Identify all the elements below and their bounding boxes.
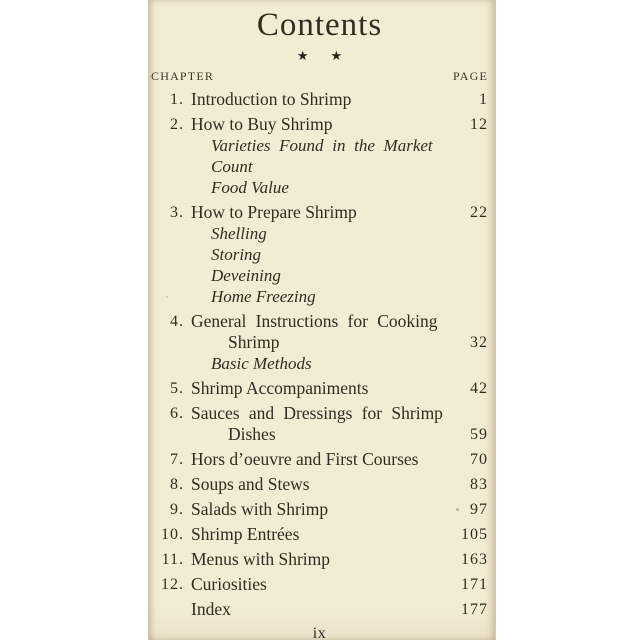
sub-item: Deveining: [211, 266, 281, 285]
chapter-title-line: Shrimp Accompaniments: [191, 378, 369, 398]
folio-page-number: ix: [312, 625, 327, 640]
star-decoration: [151, 49, 488, 63]
chapter-title: [191, 311, 444, 353]
toc-item-row: [151, 378, 488, 399]
page-content: [149, 0, 495, 640]
page-number: 42: [470, 380, 488, 397]
toc-item: [151, 378, 488, 399]
chapter-title: [191, 549, 444, 570]
table-of-contents: [151, 89, 488, 620]
page-number: 22: [470, 204, 488, 221]
page-number: 12: [470, 116, 488, 133]
sub-item: Basic Methods: [211, 354, 312, 373]
page-number: 1: [479, 91, 488, 108]
chapter-title: [191, 474, 444, 495]
chapter-title-line: Shrimp: [228, 332, 280, 352]
chapter-title: [191, 574, 444, 595]
page-number: 59: [470, 426, 488, 443]
page-number: 97: [470, 501, 488, 518]
page-number: 171: [461, 576, 488, 593]
chapter-title-line: Menus with Shrimp: [191, 549, 331, 569]
toc-item: [151, 549, 488, 570]
toc-item-row: [151, 311, 488, 353]
toc-item-row: [151, 549, 488, 570]
chapter-number: 7.: [170, 451, 184, 468]
column-headers: [151, 68, 488, 84]
toc-item-row: [151, 114, 488, 135]
toc-item-row: [151, 474, 488, 495]
sub-item: Count: [211, 157, 253, 176]
chapter-title: [191, 599, 444, 620]
star-icon: ★: [330, 48, 343, 63]
chapter-number: 4.: [170, 313, 184, 330]
chapter-number: 11.: [161, 551, 184, 568]
toc-item-row: [151, 499, 488, 520]
toc-item-row: [151, 449, 488, 470]
toc-item: [151, 499, 488, 520]
toc-item-row: [151, 202, 488, 223]
chapter-title-line: Soups and Stews: [191, 474, 310, 494]
chapter-number: 9.: [170, 501, 184, 518]
toc-item: [151, 524, 488, 545]
toc-item: [151, 574, 488, 595]
toc-item: [151, 89, 488, 110]
chapter-title-line: How to Prepare Shrimp: [191, 202, 357, 222]
chapter-title-line: General Instructions for Cooking: [191, 311, 438, 331]
page-number: 70: [470, 451, 488, 468]
page-number: 83: [470, 476, 488, 493]
toc-item: [151, 449, 488, 470]
chapter-title: [191, 499, 444, 520]
contents-title: Contents: [256, 7, 383, 43]
chapter-title-line: Dishes: [228, 424, 276, 444]
chapter-title: [191, 89, 444, 110]
toc-item: [151, 114, 488, 198]
chapter-title-line: Curiosities: [191, 574, 267, 594]
page-number: 32: [470, 334, 488, 351]
toc-item-row: [151, 524, 488, 545]
toc-item: [151, 202, 488, 307]
chapter-number: 8.: [170, 476, 184, 493]
chapter-number: 12.: [161, 576, 184, 593]
toc-item-row: [151, 599, 488, 620]
chapter-title: [191, 114, 444, 135]
chapter-title-line: Salads with Shrimp: [191, 499, 329, 519]
chapter-column-label: CHAPTER: [151, 69, 215, 83]
toc-item-row: [151, 403, 488, 445]
toc-item: [151, 403, 488, 445]
book-page: [148, 0, 496, 640]
chapter-number: 3.: [170, 204, 184, 221]
chapter-title: [191, 202, 444, 223]
toc-item-row: [151, 89, 488, 110]
paper-speck: [166, 296, 168, 298]
sub-item: Shelling: [211, 224, 267, 243]
chapter-title: [191, 449, 444, 470]
chapter-title-line: Index: [191, 599, 231, 619]
page-number: 105: [461, 526, 488, 543]
star-icon: ★: [296, 48, 309, 63]
sub-item: Varieties Found in the Market: [211, 136, 433, 155]
chapter-title-line: Sauces and Dressings for Shrimp: [191, 403, 443, 423]
page-column-label: PAGE: [452, 69, 488, 83]
sub-item: Storing: [211, 245, 262, 264]
chapter-number: 5.: [170, 380, 184, 397]
page-number: 163: [461, 551, 488, 568]
toc-item: [151, 474, 488, 495]
page-number: 177: [461, 601, 488, 618]
chapter-title-line: How to Buy Shrimp: [191, 114, 333, 134]
sub-item: Home Freezing: [211, 287, 316, 306]
chapter-title: [191, 378, 444, 399]
chapter-number: 1.: [170, 91, 184, 108]
toc-item-row: [151, 574, 488, 595]
chapter-number: 10.: [161, 526, 184, 543]
chapter-title: [191, 403, 444, 445]
chapter-title-line: Shrimp Entrées: [191, 524, 300, 544]
paper-speck: [456, 508, 459, 511]
toc-item: [151, 599, 488, 620]
chapter-number: 2.: [170, 116, 184, 133]
chapter-title-line: Introduction to Shrimp: [191, 89, 352, 109]
toc-item: [151, 311, 488, 374]
chapter-number: 6.: [170, 405, 184, 422]
sub-item: Food Value: [211, 178, 289, 197]
chapter-title: [191, 524, 444, 545]
chapter-title-line: Hors d’oeuvre and First Courses: [191, 449, 419, 469]
